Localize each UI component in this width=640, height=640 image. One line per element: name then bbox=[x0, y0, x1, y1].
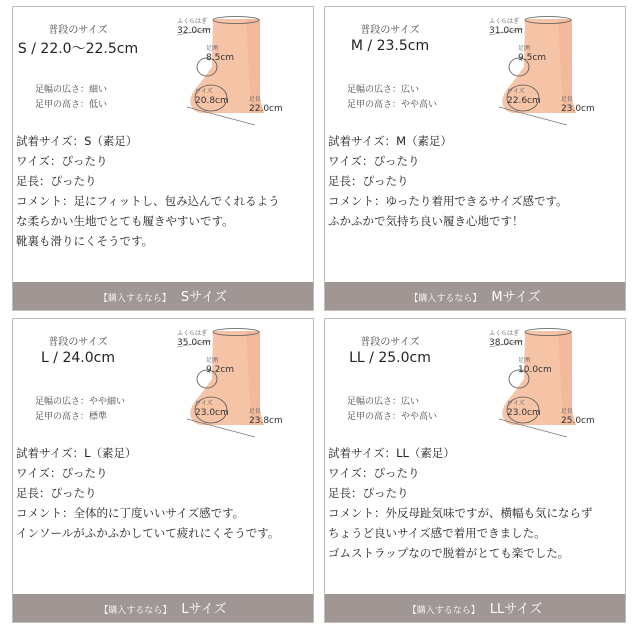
instep-label: 足囲 bbox=[206, 357, 219, 364]
foot-instep-note: 足甲の高さ：やや高い bbox=[347, 412, 438, 422]
instep-label: 足囲 bbox=[518, 357, 531, 364]
size-info-panel bbox=[13, 319, 313, 440]
calf-measure: 35.0cm bbox=[177, 338, 211, 348]
fitting-review bbox=[328, 443, 624, 563]
foot-illustration bbox=[455, 7, 625, 128]
review-line: コメント：外反母趾気味ですが、横幅も気にならず bbox=[328, 506, 593, 520]
foot-figure bbox=[455, 7, 625, 128]
size-card bbox=[324, 6, 626, 311]
usual-size-value: L / 24.0cm bbox=[41, 350, 115, 366]
usual-size-block bbox=[13, 7, 143, 128]
usual-size-label: 普段のサイズ bbox=[48, 25, 108, 36]
recommendation-prefix: 【購入するなら】 bbox=[99, 606, 172, 616]
instep-measure: 8.5cm bbox=[206, 53, 235, 63]
calf-measure: 38.0cm bbox=[489, 338, 523, 348]
foot-width-note: 足幅の広さ：細い bbox=[35, 85, 108, 95]
review-line: ワイズ：ぴったり bbox=[328, 466, 420, 480]
length-label: 足長 bbox=[249, 96, 262, 103]
recommendation-bar bbox=[13, 594, 313, 622]
width-label: ワイズ bbox=[195, 88, 213, 95]
recommendation-prefix: 【購入するなら】 bbox=[407, 606, 480, 616]
usual-size-label: 普段のサイズ bbox=[48, 337, 108, 348]
foot-figure bbox=[143, 319, 313, 440]
review-line: コメント：足にフィットし、包み込んでくれるよう bbox=[16, 194, 280, 208]
review-line: 足長：ぴったり bbox=[16, 486, 97, 500]
review-line: 足長：ぴったり bbox=[16, 174, 97, 188]
foot-instep-note: 足甲の高さ：低い bbox=[35, 100, 108, 110]
size-card bbox=[12, 318, 314, 623]
calf-label: ふくらはぎ bbox=[177, 18, 208, 25]
review-line: 試着サイズ：M（素足） bbox=[328, 134, 453, 148]
length-measure: 23.0cm bbox=[561, 104, 595, 114]
foot-instep-note: 足甲の高さ：標準 bbox=[35, 412, 108, 422]
instep-measure: 10.0cm bbox=[518, 365, 552, 375]
recommendation-prefix: 【購入するなら】 bbox=[409, 294, 482, 304]
usual-size-label: 普段のサイズ bbox=[360, 25, 420, 36]
length-measure: 23.8cm bbox=[249, 416, 283, 426]
foot-notes bbox=[35, 395, 125, 425]
width-measure: 23.0cm bbox=[195, 408, 229, 418]
length-measure: 22.0cm bbox=[249, 104, 283, 114]
size-info-panel bbox=[325, 319, 625, 440]
review-line: 試着サイズ：LL（素足） bbox=[328, 446, 455, 460]
usual-size-block bbox=[325, 319, 455, 440]
fitting-review bbox=[16, 131, 312, 251]
instep-measure: 9.5cm bbox=[518, 53, 547, 63]
review-line: ワイズ：ぴったり bbox=[16, 154, 108, 168]
recommended-size: LLサイズ bbox=[489, 602, 543, 617]
length-label: 足長 bbox=[561, 96, 574, 103]
review-line: 試着サイズ：S（素足） bbox=[16, 134, 138, 148]
width-measure: 22.6cm bbox=[507, 96, 541, 106]
calf-measure: 32.0cm bbox=[177, 26, 211, 36]
instep-label: 足囲 bbox=[518, 45, 531, 52]
foot-width-note: 足幅の広さ：広い bbox=[347, 85, 420, 95]
width-label: ワイズ bbox=[507, 400, 525, 407]
foot-width-note: 足幅の広さ：広い bbox=[347, 397, 420, 407]
review-line: 靴裏も滑りにくそうです。 bbox=[16, 234, 154, 248]
foot-notes bbox=[347, 83, 437, 113]
recommended-size: Lサイズ bbox=[181, 602, 227, 617]
recommendation-bar bbox=[325, 594, 625, 622]
width-measure: 20.8cm bbox=[195, 96, 229, 106]
fitting-review bbox=[16, 443, 312, 543]
review-line: インソールがふかふかしていて疲れにくそうです。 bbox=[16, 526, 280, 540]
size-info-panel bbox=[325, 7, 625, 128]
calf-label: ふくらはぎ bbox=[489, 330, 520, 337]
review-line: ふかふかで気持ち良い履き心地です！ bbox=[328, 214, 524, 228]
usual-size-block bbox=[325, 7, 455, 128]
calf-label: ふくらはぎ bbox=[177, 330, 208, 337]
usual-size-block bbox=[13, 319, 143, 440]
recommendation-bar bbox=[325, 282, 625, 310]
review-line: 試着サイズ：L（素足） bbox=[16, 446, 137, 460]
review-line: 足長：ぴったり bbox=[328, 174, 409, 188]
recommended-size: Mサイズ bbox=[491, 290, 541, 305]
length-label: 足長 bbox=[249, 408, 262, 415]
size-info-panel bbox=[13, 7, 313, 128]
foot-figure bbox=[143, 7, 313, 128]
usual-size-value: LL / 25.0cm bbox=[349, 350, 431, 366]
width-label: ワイズ bbox=[195, 400, 213, 407]
foot-illustration bbox=[143, 7, 313, 128]
foot-illustration bbox=[455, 319, 625, 440]
review-line: コメント：ゆったり着用できるサイズ感です。 bbox=[328, 194, 568, 208]
recommendation-bar bbox=[13, 282, 313, 310]
foot-notes bbox=[35, 83, 107, 113]
foot-notes bbox=[347, 395, 437, 425]
recommendation-prefix: 【購入するなら】 bbox=[98, 294, 171, 304]
size-card bbox=[12, 6, 314, 311]
size-card bbox=[324, 318, 626, 623]
foot-figure bbox=[455, 319, 625, 440]
width-measure: 23.0cm bbox=[507, 408, 541, 418]
length-label: 足長 bbox=[561, 408, 574, 415]
review-line: コメント：全体的に丁度いいサイズ感です。 bbox=[16, 506, 245, 520]
fitting-review bbox=[328, 131, 624, 231]
review-line: ワイズ：ぴったり bbox=[16, 466, 108, 480]
length-measure: 25.0cm bbox=[561, 416, 595, 426]
instep-label: 足囲 bbox=[206, 45, 219, 52]
review-line: ワイズ：ぴったり bbox=[328, 154, 420, 168]
recommended-size: Sサイズ bbox=[180, 290, 228, 305]
calf-measure: 31.0cm bbox=[489, 26, 523, 36]
usual-size-value: S / 22.0〜22.5cm bbox=[17, 41, 139, 57]
review-line: ちょうど良いサイズ感で着用できました。 bbox=[328, 526, 546, 540]
review-line: 足長：ぴったり bbox=[328, 486, 409, 500]
calf-label: ふくらはぎ bbox=[489, 18, 520, 25]
review-line: ゴムストラップなので脱着がとても楽でした。 bbox=[328, 546, 570, 560]
width-label: ワイズ bbox=[507, 88, 525, 95]
foot-width-note: 足幅の広さ：やや細い bbox=[35, 397, 126, 407]
foot-illustration bbox=[143, 319, 313, 440]
foot-instep-note: 足甲の高さ：やや高い bbox=[347, 100, 438, 110]
review-line: な柔らかい生地でとても履きやすいです。 bbox=[16, 214, 234, 228]
usual-size-label: 普段のサイズ bbox=[360, 337, 420, 348]
usual-size-value: M / 23.5cm bbox=[350, 38, 430, 54]
instep-measure: 9.2cm bbox=[206, 365, 235, 375]
